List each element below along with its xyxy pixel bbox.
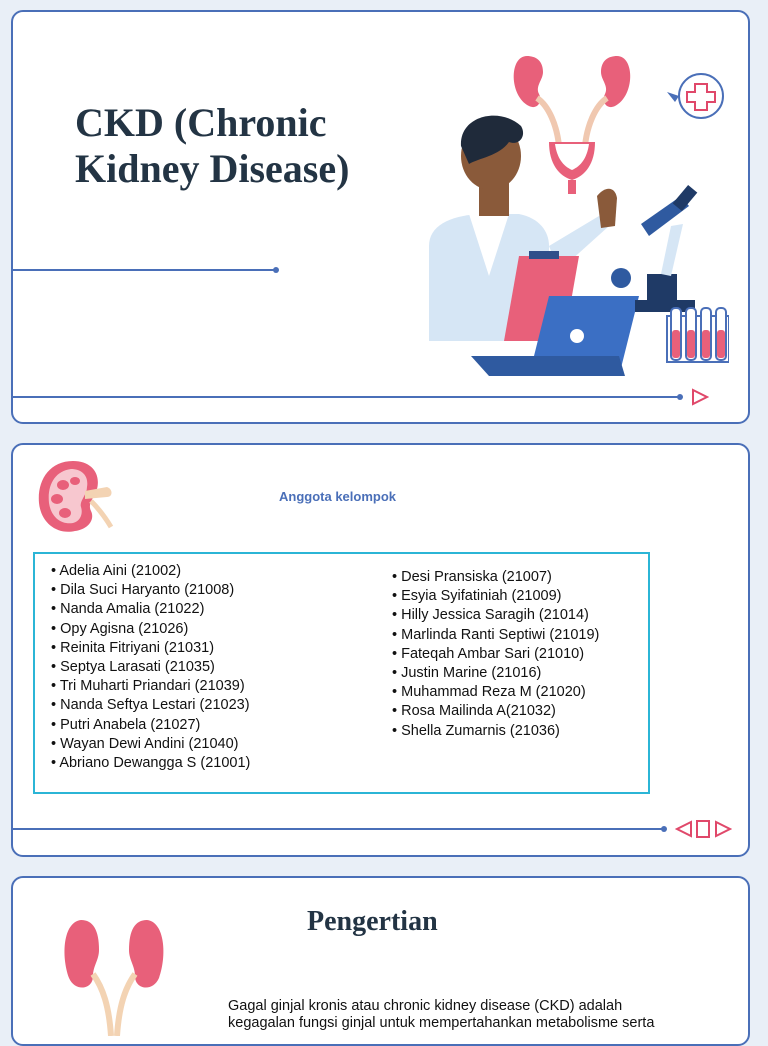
member-item: • Tri Muharti Priandari (21039) — [51, 677, 250, 696]
test-tubes-icon — [667, 308, 729, 362]
kidneys-icon — [59, 916, 169, 1036]
slide-title-heading — [75, 100, 349, 192]
members-list-left — [51, 562, 250, 773]
title-line-2: Kidney Disease) — [75, 146, 350, 191]
member-item: • Abriano Dewangga S (21001) — [51, 754, 250, 773]
members-box — [33, 552, 650, 794]
slide-title — [11, 10, 750, 424]
member-item: • Fateqah Ambar Sari (21010) — [392, 645, 599, 664]
medical-cross-icon — [667, 74, 723, 118]
bottom-rule-dot — [677, 394, 683, 400]
member-item: • Rosa Mailinda A(21032) — [392, 702, 599, 721]
member-item: • Marlinda Ranti Septiwi (21019) — [392, 626, 599, 645]
next-arrow-icon[interactable] — [714, 820, 732, 838]
next-arrow-icon[interactable] — [691, 388, 709, 406]
member-item: • Reinita Fitriyani (21031) — [51, 639, 250, 658]
bottom-rule — [13, 396, 679, 398]
member-item: • Shella Zumarnis (21036) — [392, 722, 599, 741]
member-item: • Septya Larasati (21035) — [51, 658, 250, 677]
member-item: • Esyia Syifatiniah (21009) — [392, 587, 599, 606]
member-item: • Opy Agisna (21026) — [51, 620, 250, 639]
member-item: • Muhammad Reza M (21020) — [392, 683, 599, 702]
definition-heading: Pengertian — [307, 906, 438, 937]
slide-definition — [11, 876, 750, 1046]
bottom-rule — [13, 828, 663, 830]
title-underline-dot — [273, 267, 279, 273]
member-item: • Adelia Aini (21002) — [51, 562, 250, 581]
title-line-1: CKD (Chronic — [75, 100, 327, 145]
kidney-icon — [35, 457, 115, 537]
menu-square-icon[interactable] — [696, 820, 710, 838]
microscope-icon — [611, 185, 697, 312]
bottom-rule-dot — [661, 826, 667, 832]
members-heading: Anggota kelompok — [279, 489, 397, 504]
title-underline — [13, 269, 275, 271]
definition-paragraph: Gagal ginjal kronis atau chronic kidney disease (CKD) adalah kegagalan fungsi ginjal untuk mempertahankan metabolisme serta — [228, 998, 655, 1031]
slide-members — [11, 443, 750, 857]
kidney-urinary-icon — [514, 56, 631, 194]
members-list-right — [392, 568, 599, 741]
member-item: • Nanda Amalia (21022) — [51, 600, 250, 619]
member-item: • Wayan Dewi Andini (21040) — [51, 735, 250, 754]
doctor-illustration — [409, 46, 729, 376]
member-item: • Dila Suci Haryanto (21008) — [51, 581, 250, 600]
member-item: • Nanda Seftya Lestari (21023) — [51, 696, 250, 715]
member-item: • Desi Pransiska (21007) — [392, 568, 599, 587]
member-item: • Justin Marine (21016) — [392, 664, 599, 683]
prev-arrow-icon[interactable] — [675, 820, 693, 838]
member-item: • Putri Anabela (21027) — [51, 716, 250, 735]
member-item: • Hilly Jessica Saragih (21014) — [392, 606, 599, 625]
